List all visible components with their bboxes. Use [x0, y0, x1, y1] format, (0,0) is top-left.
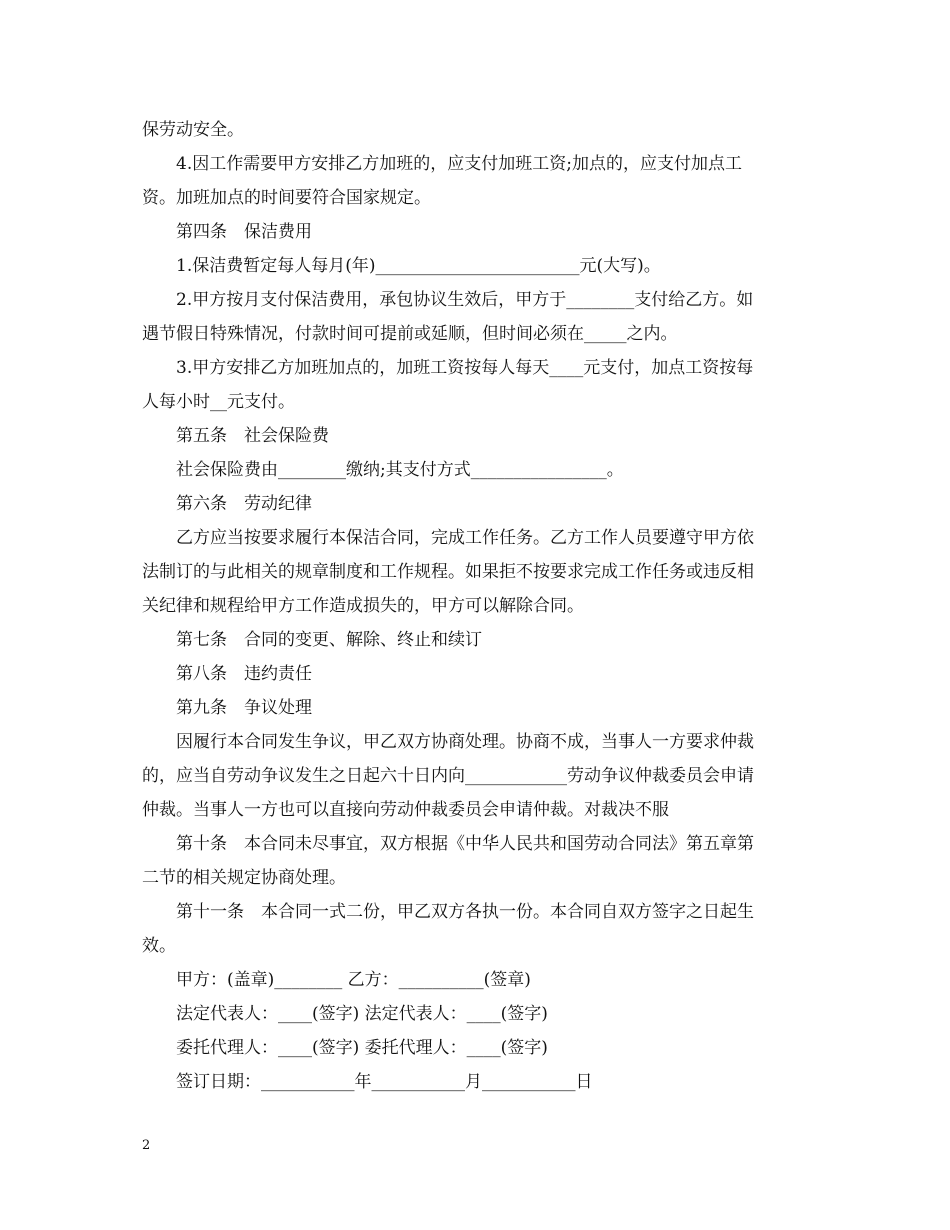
article-heading: 第七条 合同的变更、解除、终止和续订: [176, 630, 482, 650]
body-line: 效。: [142, 936, 176, 956]
article-heading: 第九条 争议处理: [176, 698, 312, 718]
body-line: 关纪律和规程给甲方工作造成损失的，甲方可以解除合同。: [142, 596, 584, 616]
page-number: 2: [142, 1138, 151, 1153]
body-line: 3.甲方安排乙方加班加点的，加班工资按每人每天____元支付，加点工资按每: [176, 358, 754, 378]
body-line: 人每小时__元支付。: [142, 392, 295, 412]
signature-line: 法定代表人：____(签字) 法定代表人：____(签字): [176, 1004, 548, 1024]
body-line: 乙方应当按要求履行本保洁合同，完成工作任务。乙方工作人员要遵守甲方依: [176, 528, 754, 548]
article-heading: 第四条 保洁费用: [176, 222, 312, 242]
body-line: 第十条 本合同未尽事宜，双方根据《中华人民共和国劳动合同法》第五章第: [176, 834, 754, 854]
signing-date-line: 签订日期：___________年___________月___________日: [176, 1072, 593, 1092]
article-heading: 第六条 劳动纪律: [176, 494, 312, 514]
body-line: 资。加班加点的时间要符合国家规定。: [142, 188, 431, 208]
body-line: 第十一条 本合同一式二份，甲乙双方各执一份。本合同自双方签字之日起生: [176, 902, 754, 922]
signature-line: 委托代理人：____(签字) 委托代理人：____(签字): [176, 1038, 548, 1058]
body-line: 保劳动安全。: [142, 120, 244, 140]
body-line: 仲裁。当事人一方也可以直接向劳动仲裁委员会申请仲裁。对裁决不服: [142, 800, 669, 820]
signature-line: 甲方：(盖章)________ 乙方：__________(签章): [176, 970, 531, 990]
body-line: 4.因工作需要甲方安排乙方加班的，应支付加班工资;加点的，应支付加点工: [176, 154, 742, 174]
body-line: 遇节假日特殊情况，付款时间可提前或延顺，但时间必须在_____之内。: [142, 324, 678, 344]
body-line: 的，应当自劳动争议发生之日起六十日内向____________劳动争议仲裁委员会申请: [142, 766, 754, 786]
document-body: [142, 113, 814, 1099]
article-heading: 第八条 违约责任: [176, 664, 312, 684]
body-line: 2.甲方按月支付保洁费用，承包协议生效后，甲方于________支付给乙方。如: [176, 290, 754, 310]
body-line: 二节的相关规定协商处理。: [142, 868, 346, 888]
body-line: 1.保洁费暂定每人每月(年)________________________元(大写)。: [176, 256, 661, 276]
body-line: 社会保险费由________缴纳;其支付方式________________。: [176, 460, 624, 480]
article-heading: 第五条 社会保险费: [176, 426, 329, 446]
body-line: 因履行本合同发生争议，甲乙双方协商处理。协商不成，当事人一方要求仲裁: [176, 732, 754, 752]
body-line: 法制订的与此相关的规章制度和工作规程。如果拒不按要求完成工作任务或违反相: [142, 562, 754, 582]
